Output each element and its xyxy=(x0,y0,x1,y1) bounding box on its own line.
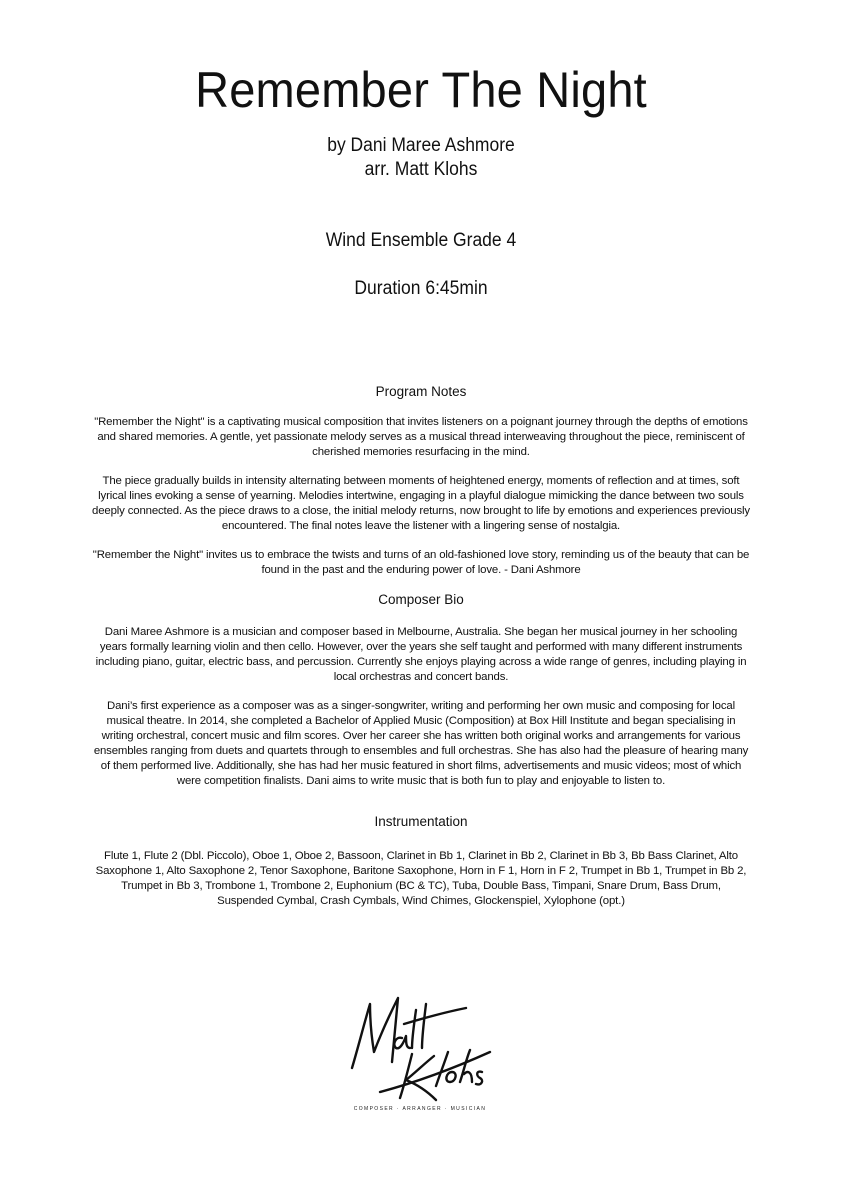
composer-credit: by Dani Maree Ashmore xyxy=(327,135,515,156)
composer-bio-paragraph-2: Dani’s first experience as a composer was as a singer-songwriter, writing and performing her own music and composing for local musical theatre. In 2014, she completed a Bachelor of Applied Music (Composition) at Box Hill Institute and began specialising in writing orchestral, concert music and film scores. Over her career she has written both original works and arrangements for various ensembles ranging from duets and quartets through to ensembles and full orchestras. She has also had the pleasure of hearing many of them performed live. Additionally, she has had her music featured in short films, advertisements and music videos; most of which were competition finalists. Dani aims to write music that is both fun to play and enjoyable to listen to. xyxy=(93,700,749,787)
matt-klohs-signature-logo xyxy=(340,990,496,1120)
ensemble-grade: Wind Ensemble Grade 4 xyxy=(325,230,517,251)
instrumentation-list: Flute 1, Flute 2 (Dbl. Piccolo), Oboe 1, Oboe 2, Bassoon, Clarinet in Bb 1, Clarinet in Bb 2, Clarinet in Bb 3, Bb Bass Clarinet, Alto Saxophone 1, Alto Saxophone 2, Tenor Saxophone, Baritone Saxophone, Horn in F 1, Horn in F 2, Trumpet in Bb 1, Trumpet in Bb 2, Trumpet in Bb 3, Trombone 1, Trombone 2, Euphonium (BC & TC), Tuba, Double Bass, Timpani, Snare Drum, Bass Drum, Suspended Cymbal, Crash Cymbals, Wind Chimes, Glockenspiel, Xylophone (opt.) xyxy=(95,850,747,907)
composer-bio-paragraph-1: Dani Maree Ashmore is a musician and composer based in Melbourne, Australia. She began her musical journey in her schooling years formally learning violin and then cello. However, over the years she self taught and performed with many different instruments including piano, guitar, electric bass, and percussion. Currently she enjoys playing across a wide range of genres, including playing in local orchestras and concert bands. xyxy=(95,626,747,683)
program-notes-paragraph-3: "Remember the Night" invites us to embrace the twists and turns of an old-fashioned love story, reminding us of the beauty that can be found in the past and the enduring power of love. - Dani Ashmore xyxy=(92,549,750,576)
arranger-credit: arr. Matt Klohs xyxy=(364,159,478,180)
composer-bio-heading: Composer Bio xyxy=(378,592,464,607)
instrumentation-heading: Instrumentation xyxy=(374,814,468,829)
program-notes-paragraph-1: "Remember the Night" is a captivating musical composition that invites listeners on a poignant journey through the depths of emotions and shared memories. A gentle, yet passionate melody serves as a musical thread interweaving throughout the piece, reminiscent of cherished memories resurfacing in the mind. xyxy=(94,416,748,458)
program-notes-paragraph-2: The piece gradually builds in intensity alternating between moments of heightened energy, moments of reflection and at times, soft lyrical lines evoking a sense of yearning. Melodies intertwine, engaging in a playful dialogue mimicking the dance between two souls deeply connected. As the piece draws to a close, the initial melody returns, now brought to life by emotions and experiences previously encountered. The final notes leave the listener with a lingering sense of nostalgia. xyxy=(92,475,750,532)
piece-title: Remember The Night xyxy=(195,62,647,118)
program-notes-heading: Program Notes xyxy=(375,384,467,399)
logo-tagline: COMPOSER · ARRANGER · MUSICIAN xyxy=(353,1106,487,1112)
duration: Duration 6:45min xyxy=(354,278,488,299)
